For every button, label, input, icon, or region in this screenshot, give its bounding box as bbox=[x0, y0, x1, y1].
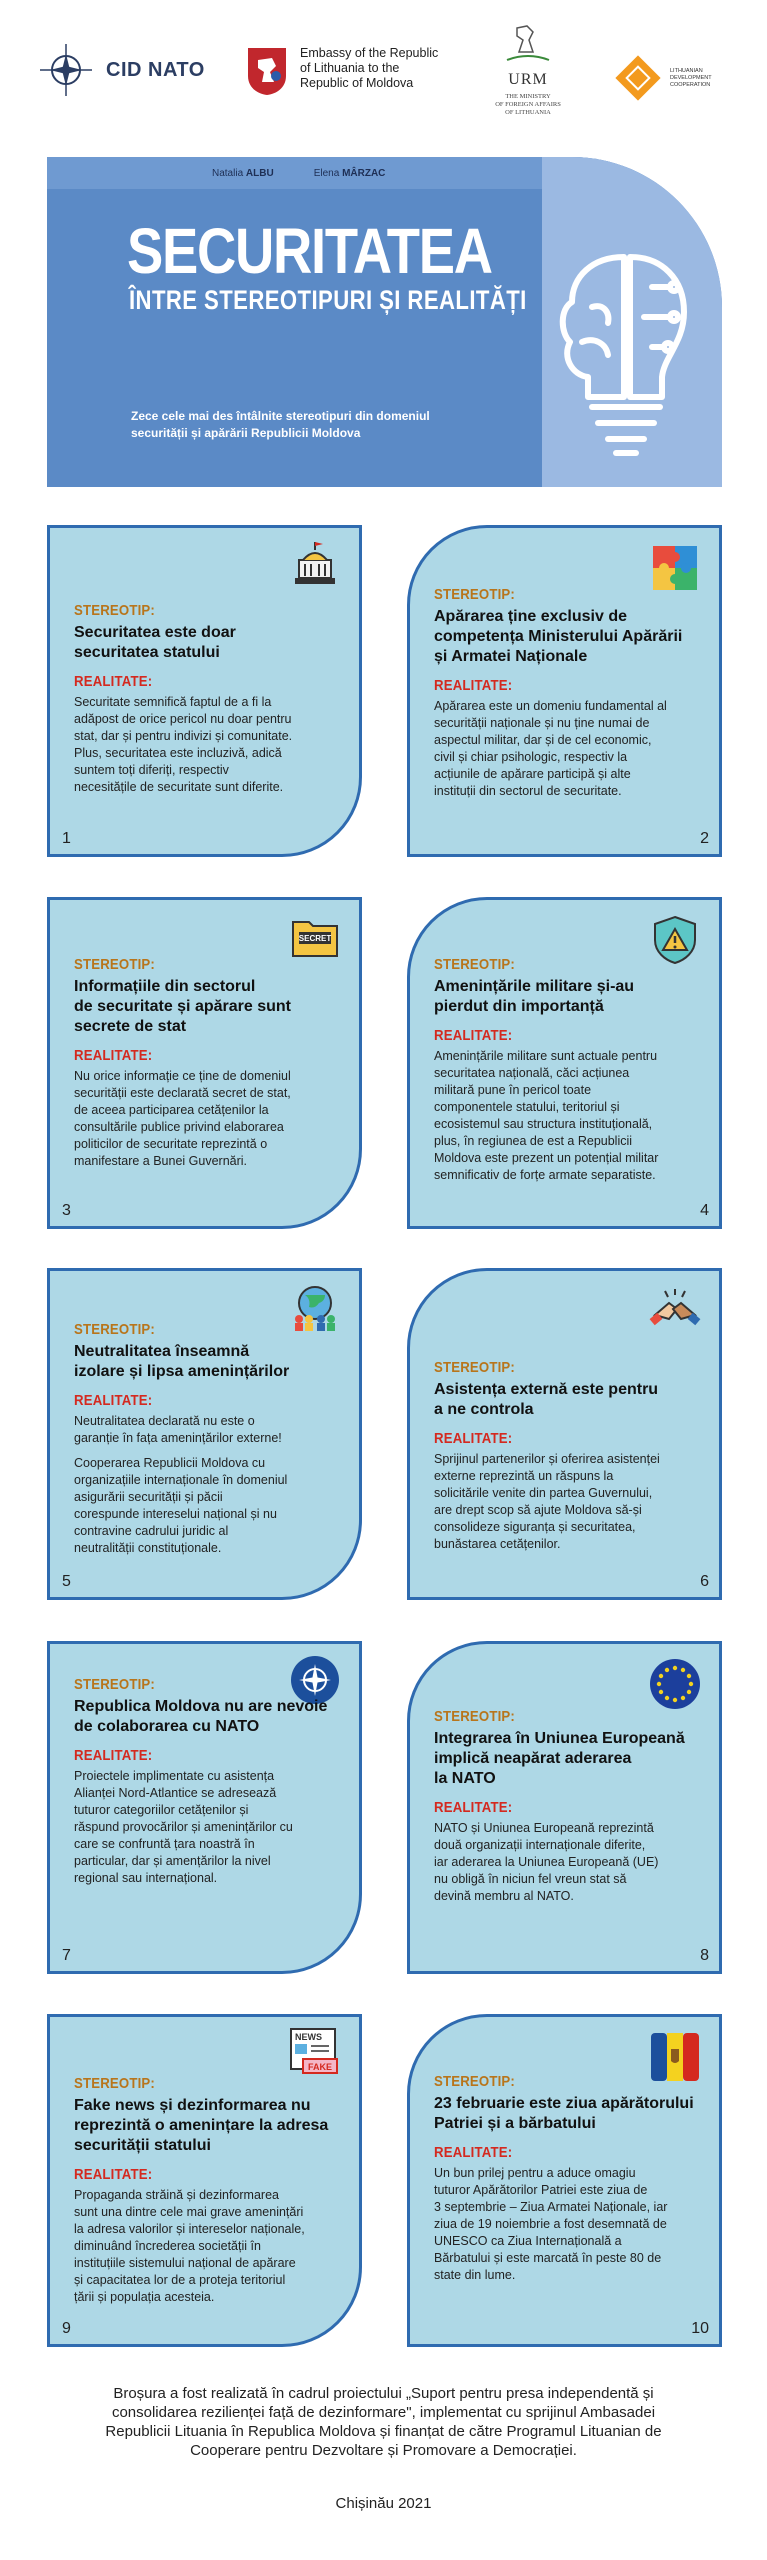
card-content bbox=[74, 1321, 346, 1557]
reality-text bbox=[434, 1820, 706, 1905]
reality-line: politicilor de securitate reprezintă o bbox=[74, 1137, 268, 1151]
card-content bbox=[74, 956, 346, 1170]
urm-logo bbox=[478, 22, 578, 128]
reality-line: 3 septembrie – Ziua Armatei Naționale, iar bbox=[434, 2200, 668, 2214]
card-number: 1 bbox=[62, 830, 71, 847]
stereotype-text bbox=[74, 1342, 346, 1382]
reality-line: ecosistemul sau structura instituțională, bbox=[434, 1117, 653, 1131]
reality-label: REALITATE: bbox=[434, 2144, 513, 2161]
stereotype-text bbox=[434, 607, 706, 667]
reality-line: țării și populația acesteia. bbox=[74, 2290, 215, 2304]
reality-line: manifestare a Bunei Guvernări. bbox=[74, 1154, 248, 1168]
cid-nato-text: CID NATO bbox=[106, 58, 205, 81]
card-number: 6 bbox=[700, 1573, 709, 1590]
myth-card bbox=[407, 2014, 722, 2347]
reality-text bbox=[74, 1768, 346, 1887]
reality-line: diminuând încrederea societății în bbox=[74, 2239, 261, 2253]
card-content bbox=[434, 2073, 706, 2284]
stereotype-text bbox=[434, 1729, 706, 1789]
reality-line: organizațiile internaționale în domeniul bbox=[74, 1473, 288, 1487]
author-1 bbox=[212, 168, 274, 179]
reality-line: consolideze siguranța și securitatea, bbox=[434, 1520, 636, 1534]
reality-line: plus, în regiunea de est a Republicii bbox=[434, 1134, 633, 1148]
reality-line: devină membru al NATO. bbox=[434, 1889, 574, 1903]
reality-line: solicitările venite din partea Guvernului, bbox=[434, 1486, 653, 1500]
reality-line: de aceea participarea cetățenilor la bbox=[74, 1103, 269, 1117]
card-content bbox=[434, 956, 706, 1184]
hands-help-icon bbox=[649, 1285, 701, 1337]
reality-label: REALITATE: bbox=[74, 1747, 153, 1764]
reality-line: care se confruntă țara noastră în bbox=[74, 1837, 255, 1851]
reality-line: securității este declarată secret de stat, bbox=[74, 1086, 291, 1100]
reality-text bbox=[74, 2187, 346, 2306]
stereotype-text bbox=[434, 1380, 706, 1420]
urm-title: URM bbox=[508, 71, 548, 88]
reality-line: Sprijinul partenerilor și oferirea asistenței bbox=[434, 1452, 660, 1466]
brain-bulb-icon bbox=[552, 247, 702, 467]
stereotype-label: STEREOTIP: bbox=[434, 586, 515, 603]
ldc-line: DEVELOPMENT bbox=[670, 74, 712, 81]
reality-line: consultările publice privind elaborarea bbox=[74, 1120, 284, 1134]
stereotype-label: STEREOTIP: bbox=[74, 602, 155, 619]
reality-line: răspund provocărilor și amenințărilor cu bbox=[74, 1820, 293, 1834]
myth-card bbox=[47, 897, 362, 1229]
reality-line: Neutralitatea declarată nu este o bbox=[74, 1414, 255, 1428]
card-content bbox=[74, 602, 346, 796]
card-content bbox=[74, 2075, 346, 2306]
lithuania-coat-of-arms-icon bbox=[246, 46, 288, 96]
reality-line: corespunde intereselui național și nu bbox=[74, 1507, 277, 1521]
reality-label: REALITATE: bbox=[74, 1047, 153, 1064]
reality-line: Alianței Nord-Atlantice se adresează bbox=[74, 1786, 277, 1800]
stereotype-label: STEREOTIP: bbox=[74, 1321, 155, 1338]
nato-compass-icon bbox=[40, 44, 92, 96]
reality-line: contravine cadrului juridic al bbox=[74, 1524, 229, 1538]
stereotype-label: STEREOTIP: bbox=[434, 1708, 515, 1725]
reality-line: două organizații internaționale diferite, bbox=[434, 1838, 646, 1852]
reality-text bbox=[434, 1048, 706, 1184]
hero-authors bbox=[212, 168, 385, 179]
reality-line: Securitate semnifică faptul de a fi la bbox=[74, 695, 272, 709]
myth-card bbox=[407, 1641, 722, 1974]
urm-emblem-icon bbox=[503, 22, 553, 64]
reality-line: componentele statului, teritoriul și bbox=[434, 1100, 620, 1114]
reality-line: tuturor categoriilor cetățenilor și bbox=[74, 1803, 249, 1817]
reality-text bbox=[74, 1413, 346, 1557]
footer-line: Cooperare pentru Dezvoltare și Promovare a Democrației. bbox=[190, 2442, 577, 2459]
reality-text bbox=[74, 1068, 346, 1170]
stereotype-line: a ne controla bbox=[434, 1401, 534, 1418]
reality-line: NATO și Uniunea Europeană reprezintă bbox=[434, 1821, 654, 1835]
eu-flag-icon bbox=[649, 1658, 701, 1710]
myth-card bbox=[407, 1268, 722, 1600]
reality-text bbox=[74, 694, 346, 796]
reality-line: Moldova este prezent un potențial militar bbox=[434, 1151, 659, 1165]
reality-line: securitatea națională, căci acțiunea bbox=[434, 1066, 630, 1080]
reality-line: garanție în fața amenințărilor externe! bbox=[74, 1431, 282, 1445]
page-title: SECURITATEA bbox=[127, 215, 492, 287]
hero-desc-line: securității și apărării Republicii Moldova bbox=[131, 426, 361, 440]
card-number: 2 bbox=[700, 830, 709, 847]
myth-card bbox=[47, 525, 362, 857]
reality-line: aspectul militar, dar și de cel economic, bbox=[434, 733, 652, 747]
hero-banner bbox=[47, 157, 722, 487]
urm-line: THE MINISTRY bbox=[505, 93, 551, 100]
card-number: 8 bbox=[700, 1947, 709, 1964]
news-label: NEWS bbox=[295, 2032, 322, 2042]
stereotype-line: Patriei și a bărbatului bbox=[434, 2115, 596, 2132]
stereotype-text bbox=[74, 1697, 346, 1737]
ldc-line: COOPERATION bbox=[670, 81, 711, 88]
stereotype-label: STEREOTIP: bbox=[74, 956, 155, 973]
stereotype-line: de colaborarea cu NATO bbox=[74, 1718, 260, 1735]
reality-line: asigurării securității și păcii bbox=[74, 1490, 223, 1504]
reality-label: REALITATE: bbox=[434, 677, 513, 694]
stereotype-label: STEREOTIP: bbox=[74, 1676, 155, 1693]
stereotype-line: Asistența externă este pentru bbox=[434, 1381, 659, 1398]
stereotype-line: 23 februarie este ziua apărătorului bbox=[434, 2095, 694, 2112]
reality-line: Amenințările militare sunt actuale pentru bbox=[434, 1049, 658, 1063]
stereotype-line: Neutralitatea înseamnă bbox=[74, 1343, 250, 1360]
reality-text bbox=[434, 698, 706, 800]
stereotype-line: implică neapărat aderarea bbox=[434, 1750, 632, 1767]
reality-line: UNESCO ca Ziua Internațională a bbox=[434, 2234, 622, 2248]
ldc-diamond-icon bbox=[612, 52, 664, 104]
stereotype-line: Amenințările militare și-au bbox=[434, 978, 635, 995]
paragraph-spacer bbox=[74, 1447, 346, 1455]
reality-line: neutralității constituționale. bbox=[74, 1541, 222, 1555]
reality-line: la adresa valorilor și intereselor naționale, bbox=[74, 2222, 305, 2236]
reality-line: tuturor Apărătorilor Patriei este ziua de bbox=[434, 2183, 648, 2197]
footer-note bbox=[70, 2384, 697, 2460]
reality-line: acțiunile de apărare participă și alte bbox=[434, 767, 631, 781]
reality-line: Cooperarea Republicii Moldova cu bbox=[74, 1456, 266, 1470]
card-content bbox=[74, 1676, 346, 1887]
stereotype-text bbox=[74, 2096, 346, 2156]
stereotype-line: Fake news și dezinformarea nu bbox=[74, 2097, 311, 2114]
reality-line: Nu orice informație ce ține de domeniul bbox=[74, 1069, 291, 1083]
fake-stamp-text: FAKE bbox=[307, 2062, 333, 2072]
reality-line: Apărarea este un domeniu fundamental al bbox=[434, 699, 667, 713]
card-number: 9 bbox=[62, 2320, 71, 2337]
ldc-logo bbox=[612, 48, 742, 108]
reality-line: stat, dar și pentru indivizi și comunitate. bbox=[74, 729, 293, 743]
stereotype-text bbox=[434, 977, 706, 1017]
stereotype-line: Republica Moldova nu are nevoie bbox=[74, 1698, 328, 1715]
reality-line: ziua de 19 noiembrie a fost desemnată de bbox=[434, 2217, 667, 2231]
card-number: 7 bbox=[62, 1947, 71, 1964]
reality-line: Bărbatului și este marcată în peste 80 de bbox=[434, 2251, 662, 2265]
stereotype-line: Apărarea ține exclusiv de bbox=[434, 608, 627, 625]
reality-label: REALITATE: bbox=[434, 1027, 513, 1044]
reality-line: civil și chiar psihologic, respectiv la bbox=[434, 750, 628, 764]
stereotype-line: Integrarea în Uniunea Europeană bbox=[434, 1730, 685, 1747]
footer-line: Republicii Lituania în Republica Moldova și finanțat de către Programul Lituanian de bbox=[105, 2423, 662, 2440]
embassy-line: of Lithuania to the bbox=[300, 61, 400, 75]
reality-label: REALITATE: bbox=[434, 1799, 513, 1816]
author-2 bbox=[314, 168, 386, 179]
stereotype-line: pierdut din importanță bbox=[434, 998, 604, 1015]
card-number: 4 bbox=[700, 1202, 709, 1219]
stereotype-text bbox=[74, 623, 346, 663]
stereotype-line: și Armatei Naționale bbox=[434, 648, 588, 665]
reality-line: nu obligă în niciun fel vreun stat să bbox=[434, 1872, 627, 1886]
footer-line: Broșura a fost realizată în cadrul proiectului „Suport pentru presa independentă și bbox=[113, 2385, 654, 2402]
embassy-line: Republic of Moldova bbox=[300, 76, 414, 90]
reality-line: necesitățile de securitate sunt diferite. bbox=[74, 780, 284, 794]
reality-line: semnificativ de forțe armate separatiste. bbox=[434, 1168, 656, 1182]
reality-label: REALITATE: bbox=[74, 1392, 153, 1409]
reality-line: militară pune în pericol toate bbox=[434, 1083, 592, 1097]
stereotype-text bbox=[74, 977, 346, 1037]
author-last-name: MÂRZAC bbox=[342, 168, 386, 179]
stereotype-line: secrete de stat bbox=[74, 1018, 187, 1035]
reality-line: suntem toți diferiți, respectiv bbox=[74, 763, 229, 777]
stereotype-label: STEREOTIP: bbox=[434, 956, 515, 973]
stereotype-label: STEREOTIP: bbox=[434, 1359, 515, 1376]
myth-card bbox=[47, 2014, 362, 2347]
stereotype-label: STEREOTIP: bbox=[434, 2073, 515, 2090]
footer-city-year: Chișinău 2021 bbox=[335, 2495, 432, 2512]
hero-desc-line: Zece cele mai des întâlnite stereotipuri din domeniul bbox=[131, 409, 430, 423]
ldc-text bbox=[670, 68, 712, 89]
parliament-icon bbox=[289, 538, 341, 590]
author-first-name: Natalia bbox=[212, 168, 244, 179]
stereotype-line: Informațiile din sectorul bbox=[74, 978, 256, 995]
reality-label: REALITATE: bbox=[74, 2166, 153, 2183]
stereotype-line: izolare și lipsa amenințărilor bbox=[74, 1363, 290, 1380]
author-first-name: Elena bbox=[313, 168, 340, 179]
card-number: 5 bbox=[62, 1573, 71, 1590]
secret-stamp-text: SECRET bbox=[298, 934, 332, 943]
reality-line: Propaganda străină și dezinformarea bbox=[74, 2188, 279, 2202]
stereotype-line: competența Ministerului Apărării bbox=[434, 628, 683, 645]
myth-card bbox=[407, 897, 722, 1229]
reality-text bbox=[434, 2165, 706, 2284]
reality-line: instituțiile sistemului național de apărare bbox=[74, 2256, 296, 2270]
reality-line: regional sau internațional. bbox=[74, 1871, 218, 1885]
card-number: 3 bbox=[62, 1202, 71, 1219]
reality-label: REALITATE: bbox=[74, 673, 153, 690]
reality-line: externe reprezintă un răspuns la bbox=[434, 1469, 614, 1483]
urm-subtitle bbox=[478, 93, 578, 117]
reality-line: particular, dar și amențărilor la nivel bbox=[74, 1854, 271, 1868]
myth-card bbox=[407, 525, 722, 857]
reality-line: Proiectele implimentate cu asistența bbox=[74, 1769, 275, 1783]
reality-line: și capacitatea lor de a proteja teritoriul bbox=[74, 2273, 286, 2287]
reality-line: securității naționale și nu ține numai de bbox=[434, 716, 650, 730]
reality-text bbox=[434, 1451, 706, 1553]
reality-line: Plus, securitatea este incluzivă, adică bbox=[74, 746, 282, 760]
reality-line: Un bun prilej pentru a aduce omagiu bbox=[434, 2166, 636, 2180]
hero-description bbox=[131, 408, 491, 442]
urm-line: OF LITHUANIA bbox=[505, 109, 551, 116]
myth-card bbox=[47, 1268, 362, 1600]
myth-card bbox=[47, 1641, 362, 1974]
stereotype-line: la NATO bbox=[434, 1770, 496, 1787]
reality-label: REALITATE: bbox=[434, 1430, 513, 1447]
fake-news-icon bbox=[289, 2027, 341, 2079]
embassy-line: Embassy of the Republic bbox=[300, 46, 439, 60]
reality-line: iar aderarea la Uniunea Europeană (UE) bbox=[434, 1855, 659, 1869]
secret-folder-icon bbox=[289, 910, 341, 962]
embassy-text bbox=[300, 46, 438, 91]
stereotype-line: reprezintă o amenințare la adresa bbox=[74, 2117, 329, 2134]
page-subtitle: ÎNTRE STEREOTIPURI ȘI REALITĂȚI bbox=[129, 285, 527, 315]
card-content bbox=[434, 1708, 706, 1905]
reality-line: adăpost de orice pericol nu doar pentru bbox=[74, 712, 292, 726]
cid-nato-logo bbox=[40, 40, 220, 100]
footer-line: consolidarea rezilienței față de dezinformare", implementat cu sprijinul Ambasadei bbox=[111, 2404, 656, 2421]
urm-line: OF FOREIGN AFFAIRS bbox=[495, 101, 561, 108]
reality-line: instituții din sectorul de securitate. bbox=[434, 784, 622, 798]
logos-header bbox=[0, 0, 767, 150]
reality-line: are drept scop să ajute Moldova să-și bbox=[434, 1503, 642, 1517]
stereotype-line: Securitatea este doar bbox=[74, 624, 236, 641]
stereotype-line: securității statului bbox=[74, 2137, 211, 2154]
card-content bbox=[434, 1359, 706, 1553]
embassy-logo bbox=[246, 46, 466, 106]
reality-line: sunt una dintre cele mai grave amenințări bbox=[74, 2205, 304, 2219]
stereotype-line: de securitate și apărare sunt bbox=[74, 998, 291, 1015]
card-number: 10 bbox=[691, 2320, 709, 2337]
stereotype-text bbox=[434, 2094, 706, 2134]
card-content bbox=[434, 586, 706, 800]
ldc-line: LITHUANIAN bbox=[670, 67, 703, 74]
stereotype-label: STEREOTIP: bbox=[74, 2075, 155, 2092]
reality-line: bunăstarea cetățenilor. bbox=[434, 1537, 561, 1551]
author-last-name: ALBU bbox=[245, 168, 274, 179]
reality-line: state din lume. bbox=[434, 2268, 516, 2282]
stereotype-line: securitatea statului bbox=[74, 644, 220, 661]
